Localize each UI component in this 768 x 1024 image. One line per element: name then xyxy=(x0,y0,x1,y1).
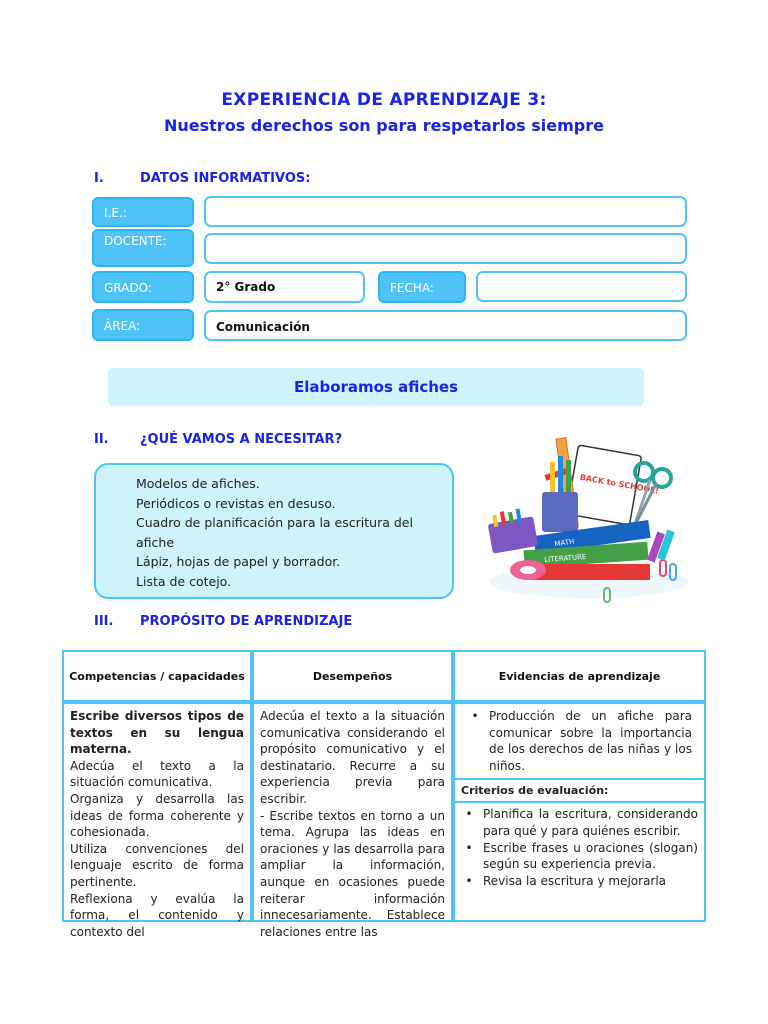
column-header: Competencias / capacidades xyxy=(62,650,252,702)
capacidad-item: Organiza y desarrolla las ideas de forma coherente y cohesionada. xyxy=(70,791,244,840)
bullet-icon: • xyxy=(465,840,473,855)
pencil-cup-icon xyxy=(542,492,578,532)
desempeno-item: Adecúa el texto a la situación comunicativa considerando el propósito comunicativo y el destinatario. Recurre a su experiencia previa para escribir. xyxy=(260,709,445,806)
capacidad-item: Utiliza convenciones del lenguaje escrito de forma pertinente. xyxy=(70,841,244,889)
criterio-item: • Escribe frases u oraciones (slogan) según su experiencia previa. xyxy=(455,840,704,873)
list-item: Lápiz, hojas de papel y borrador. xyxy=(136,554,341,570)
page-subtitle: Nuestros derechos son para respetarlos siempre xyxy=(164,116,604,135)
list-item: Modelos de afiches. xyxy=(136,476,260,491)
capacidad-item: Adecúa el texto a la situación comunicativa. xyxy=(70,758,244,790)
section-title: PROPÓSITO DE APRENDIZAJE xyxy=(140,614,353,629)
book-text: MATH xyxy=(554,537,575,549)
column-header: Evidencias de aprendizaje xyxy=(453,650,706,702)
scissors-icon xyxy=(634,463,671,527)
notebook-icon xyxy=(566,445,659,525)
section-que-vamos-a-necesitar xyxy=(94,432,342,447)
grado-field[interactable]: 2° Grado xyxy=(204,271,365,303)
section-number: III. xyxy=(94,614,114,629)
criterio-item: • Planifica la escritura, considerando para qué y para quiénes escribir. xyxy=(455,806,704,839)
list-item: Periódicos o revistas en desuso. xyxy=(136,495,336,511)
competencia-title: Escribe diversos tipos de textos en su lengua materna. xyxy=(70,709,244,757)
ie-label: I.E.: xyxy=(92,197,194,227)
bullet-icon: • xyxy=(465,873,473,888)
section-datos-informativos xyxy=(94,171,310,186)
page-title: EXPERIENCIA DE APRENDIZAJE 3: xyxy=(221,90,547,110)
fecha-field[interactable] xyxy=(476,271,687,302)
activity-banner: Elaboramos afiches xyxy=(108,368,644,406)
criterio-item: • Revisa la escritura y mejorarla xyxy=(455,873,704,890)
notebook-text: BACK to SCHOOL! xyxy=(579,472,660,496)
list-item: Lista de cotejo. xyxy=(136,573,232,589)
criterios-header: Criterios de evaluación: xyxy=(455,778,704,803)
book-icon xyxy=(528,564,650,580)
materials-list xyxy=(94,463,454,599)
area-field[interactable]: Comunicación xyxy=(204,310,687,341)
learning-purpose-table xyxy=(62,650,706,939)
column-header: Desempeños xyxy=(252,650,453,702)
section-number: I. xyxy=(94,171,104,186)
evidence-item: • Producción de un afiche para comunicar sobre la importancia de los derechos de las niñas y los niños. xyxy=(461,708,698,774)
section-title: ¿QUÉ VAMOS A NECESITAR? xyxy=(140,432,343,447)
section-number: II. xyxy=(94,432,109,447)
evidencias-cell xyxy=(455,704,704,920)
bullet-icon: • xyxy=(465,807,473,822)
docente-field[interactable] xyxy=(204,233,687,264)
desempenos-cell xyxy=(254,704,451,939)
ie-field[interactable] xyxy=(204,196,687,227)
school-supplies-illustration xyxy=(484,432,696,608)
area-label: ÁREA: xyxy=(92,309,194,341)
list-item: Cuadro de planificación para la escritura del afiche xyxy=(136,515,413,550)
section-proposito xyxy=(94,614,352,629)
section-title: DATOS INFORMATIVOS: xyxy=(140,171,311,186)
desempeno-item: - Escribe textos en torno a un tema. Agrupa las ideas en oraciones y las desarrolla para ampliar la información, aunque en ocasiones puede reiterar información innecesariamente. Establece relaciones entre las xyxy=(260,808,445,939)
competencias-cell xyxy=(64,704,250,939)
grado-label: GRADO: xyxy=(92,271,194,303)
book-text: LITERATURE xyxy=(543,552,587,564)
fecha-label: FECHA: xyxy=(378,271,466,303)
capacidad-item: Reflexiona y evalúa la forma, el contenido y contexto del xyxy=(70,891,244,939)
bullet-icon: • xyxy=(471,709,479,723)
docente-label: DOCENTE: xyxy=(92,229,194,267)
